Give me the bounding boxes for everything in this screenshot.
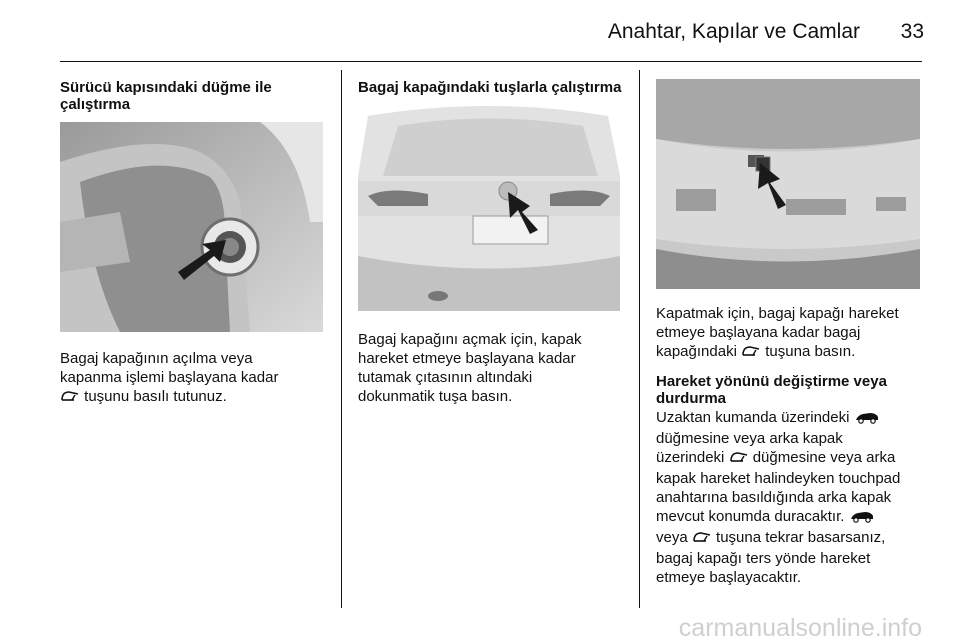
- text-line: kapak hareket halindeyken touchpad: [656, 470, 901, 487]
- tailgate-exterior-photo: [358, 106, 621, 311]
- text-line: Bagaj kapağının açılma veya: [60, 350, 253, 367]
- text-line: düğmesine veya arka kapak: [656, 430, 843, 447]
- section-heading-tailgate-buttons: Bagaj kapağındaki tuşlarla çalıştırma: [358, 79, 622, 96]
- text-line: Kapatmak için, bagaj kapağı hareket: [656, 305, 899, 322]
- paragraph-driver-door: [60, 349, 278, 408]
- text-line: [656, 342, 899, 363]
- text-fragment: düğmesine veya arka: [752, 449, 896, 466]
- remote-car-icon: [849, 509, 875, 528]
- page-header-title: Anahtar, Kapılar ve Camlar: [607, 20, 860, 43]
- paragraph-tailgate-close: [656, 304, 899, 363]
- paragraph-direction-change: [656, 408, 900, 587]
- tailgate-interior-photo: [656, 79, 920, 289]
- heading-line: Hareket yönünü değiştirme veya: [656, 373, 887, 390]
- text-fragment: tuşunu basılı tutunuz.: [84, 388, 227, 405]
- text-fragment: veya: [656, 529, 688, 546]
- header-divider: [60, 61, 922, 62]
- text-line: [656, 507, 900, 528]
- heading-line: Sürücü kapısındaki düğme ile: [60, 79, 272, 96]
- text-line: hareket etmeye başlayana kadar: [358, 350, 576, 367]
- page-number: 33: [900, 20, 924, 43]
- text-line: etmeye başlayana kadar bagaj: [656, 324, 861, 341]
- text-line: Bagaj kapağını açmak için, kapak: [358, 331, 582, 348]
- watermark: carmanualsonline.info: [678, 614, 922, 642]
- text-line: anahtarına basıldığında arka kapak: [656, 489, 892, 506]
- tailgate-icon: [692, 530, 712, 549]
- text-line: [656, 528, 900, 549]
- text-fragment: tuşuna tekrar basarsanız,: [716, 529, 886, 546]
- tailgate-icon: [729, 450, 749, 469]
- tailgate-icon: [741, 344, 761, 363]
- text-fragment: mevcut konumda duracaktır.: [656, 508, 845, 525]
- text-line: etmeye başlayacaktır.: [656, 569, 802, 586]
- remote-car-icon: [854, 410, 880, 429]
- column-divider-1: [341, 70, 342, 608]
- text-line: dokunmatik tuşa basın.: [358, 388, 513, 405]
- tailgate-icon: [60, 389, 80, 408]
- paragraph-tailgate-open: [358, 330, 581, 406]
- section-heading-direction-change: [656, 373, 887, 407]
- text-fragment: Uzaktan kumanda üzerindeki: [656, 409, 850, 426]
- column-divider-2: [639, 70, 640, 608]
- section-heading-driver-door: [60, 79, 272, 113]
- text-line: bagaj kapağı ters yönde hareket: [656, 550, 871, 567]
- heading-line: durdurma: [656, 390, 727, 407]
- text-line: tutamak çıtasının altındaki: [358, 369, 533, 386]
- text-line: [656, 448, 900, 469]
- text-line: [60, 387, 278, 408]
- text-fragment: kapağındaki: [656, 343, 737, 360]
- heading-line: çalıştırma: [60, 96, 131, 113]
- door-switch-photo: [60, 122, 323, 332]
- text-fragment: tuşuna basın.: [765, 343, 856, 360]
- text-fragment: üzerindeki: [656, 449, 725, 466]
- text-line: kapanma işlemi başlayana kadar: [60, 369, 279, 386]
- text-line: [656, 408, 900, 429]
